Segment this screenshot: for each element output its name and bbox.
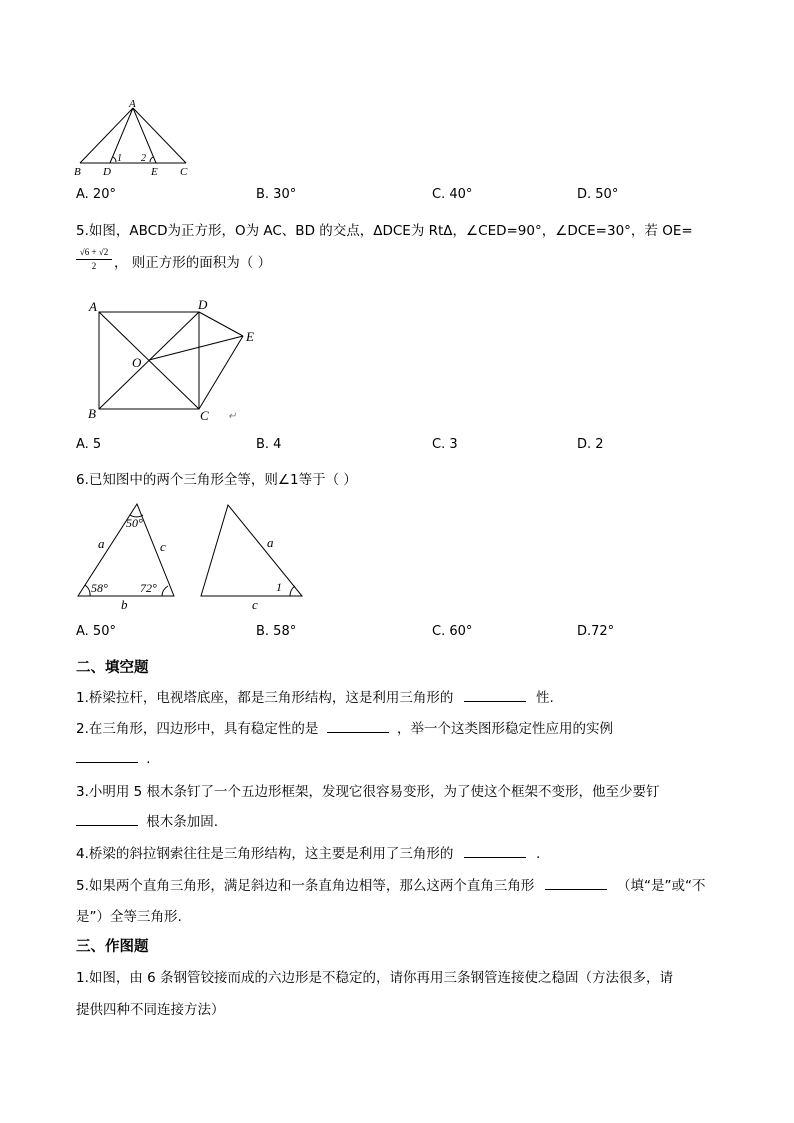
angle-72-label: 72° [140, 581, 157, 595]
label-e: E [151, 166, 158, 178]
q6-option-a[interactable]: A. 50° [76, 624, 116, 639]
label-a: A [89, 299, 97, 314]
fill-q5-suffix: （填“是”或“不 [616, 878, 706, 894]
q6-option-d[interactable]: D.72° [577, 624, 615, 639]
label-d: D [103, 166, 111, 178]
side-c-label: c [160, 539, 166, 554]
q5-option-a[interactable]: A. 5 [76, 437, 102, 452]
fill-q3-suffix: 根木条加固. [146, 814, 219, 830]
side-c-label-2: c [252, 597, 258, 612]
side-a-label-2: a [267, 535, 274, 550]
fill-q1-suffix: 性. [535, 690, 554, 706]
label-a: A [129, 98, 136, 110]
draw-q1-line2: 提供四种不同连接方法） [76, 1002, 225, 1018]
q5-option-d[interactable]: D. 2 [577, 437, 604, 452]
fill-q5-line2: 是”）全等三角形. [76, 909, 182, 925]
q4-option-d[interactable]: D. 50° [577, 187, 619, 202]
fill-q4 [76, 842, 540, 862]
paragraph-mark: ↵ [228, 411, 237, 422]
fill-q2-line2 [76, 748, 151, 767]
q5-fraction-numerator: √6 + √2 [79, 247, 109, 257]
q6-text: 6.已知图中的两个三角形全等，则∠1等于（ ） [76, 472, 357, 488]
angle-2-label: 2 [141, 153, 146, 164]
side-b-label: b [121, 597, 128, 612]
fill-q1-blank[interactable] [464, 687, 526, 702]
angle-1-label: 1 [276, 580, 282, 594]
label-c: C [200, 408, 209, 423]
fill-q2 [76, 717, 613, 737]
label-e: E [246, 329, 254, 344]
label-o: O [132, 355, 142, 370]
side-a-label: a [98, 536, 105, 551]
q6-option-b[interactable]: B. 58° [256, 624, 297, 639]
fill-q5 [76, 874, 705, 894]
q4-option-c[interactable]: C. 40° [432, 187, 473, 202]
q4-option-b[interactable]: B. 30° [256, 187, 297, 202]
label-c: C [180, 166, 188, 178]
fill-q5-text: 5.如果两个直角三角形，满足斜边和一条直角边相等，那么这两个直角三角形 [76, 878, 535, 894]
label-b: B [88, 406, 96, 421]
fill-q2-text: 2.在三角形，四边形中，具有稳定性的是 [76, 721, 319, 737]
fill-q2-blank-2[interactable] [76, 748, 138, 763]
fill-q3-blank[interactable] [76, 811, 138, 826]
section-drawing-title: 三、作图题 [76, 939, 149, 955]
angle-50-label: 50° [126, 516, 143, 530]
fill-q1 [76, 686, 554, 706]
q6-option-c[interactable]: C. 60° [432, 624, 473, 639]
q5-option-b[interactable]: B. 4 [256, 437, 282, 452]
q5-fraction-denominator: 2 [91, 261, 97, 271]
section-fill-in-title: 二、填空题 [76, 660, 149, 676]
fill-q1-text: 1.桥梁拉杆，电视塔底座，都是三角形结构，这是利用三角形的 [76, 690, 454, 706]
draw-q1-line1: 1.如图，由 6 条钢管铰接而成的六边形是不稳定的，请你再用三条钢管连接使之稳固（方法很多，请 [76, 970, 674, 986]
fill-q4-text: 4.桥梁的斜拉钢索往往是三角形结构，这主要是利用了三角形的 [76, 846, 454, 862]
fill-q3-line2 [76, 810, 218, 830]
fill-q2-blank-1[interactable] [327, 718, 389, 733]
angle-58-label: 58° [91, 581, 108, 595]
fill-q2-end: . [146, 751, 151, 767]
q4-option-a[interactable]: A. 20° [76, 187, 116, 202]
label-d: D [198, 297, 208, 312]
angle-1-label: 1 [117, 153, 122, 164]
label-b: B [74, 166, 81, 178]
fill-q2-suffix: ，举一个这类图形稳定性应用的实例 [396, 721, 613, 737]
q5-option-c[interactable]: C. 3 [432, 437, 458, 452]
fill-q4-blank[interactable] [464, 843, 526, 858]
q5-text-line1: 5.如图，ABCD为正方形，O为 AC、BD 的交点，ΔDCE为 RtΔ，∠CED=90°，∠DCE=30°，若 OE= [76, 223, 693, 239]
fill-q5-blank[interactable] [545, 875, 607, 890]
q5-text-line2: ， 则正方形的面积为（ ） [114, 255, 272, 271]
fill-q4-suffix: . [535, 846, 541, 862]
fill-q3-line1: 3.小明用 5 根木条钉了一个五边形框架，发现它很容易变形，为了使这个框架不变形，他至少要钉 [76, 784, 660, 800]
